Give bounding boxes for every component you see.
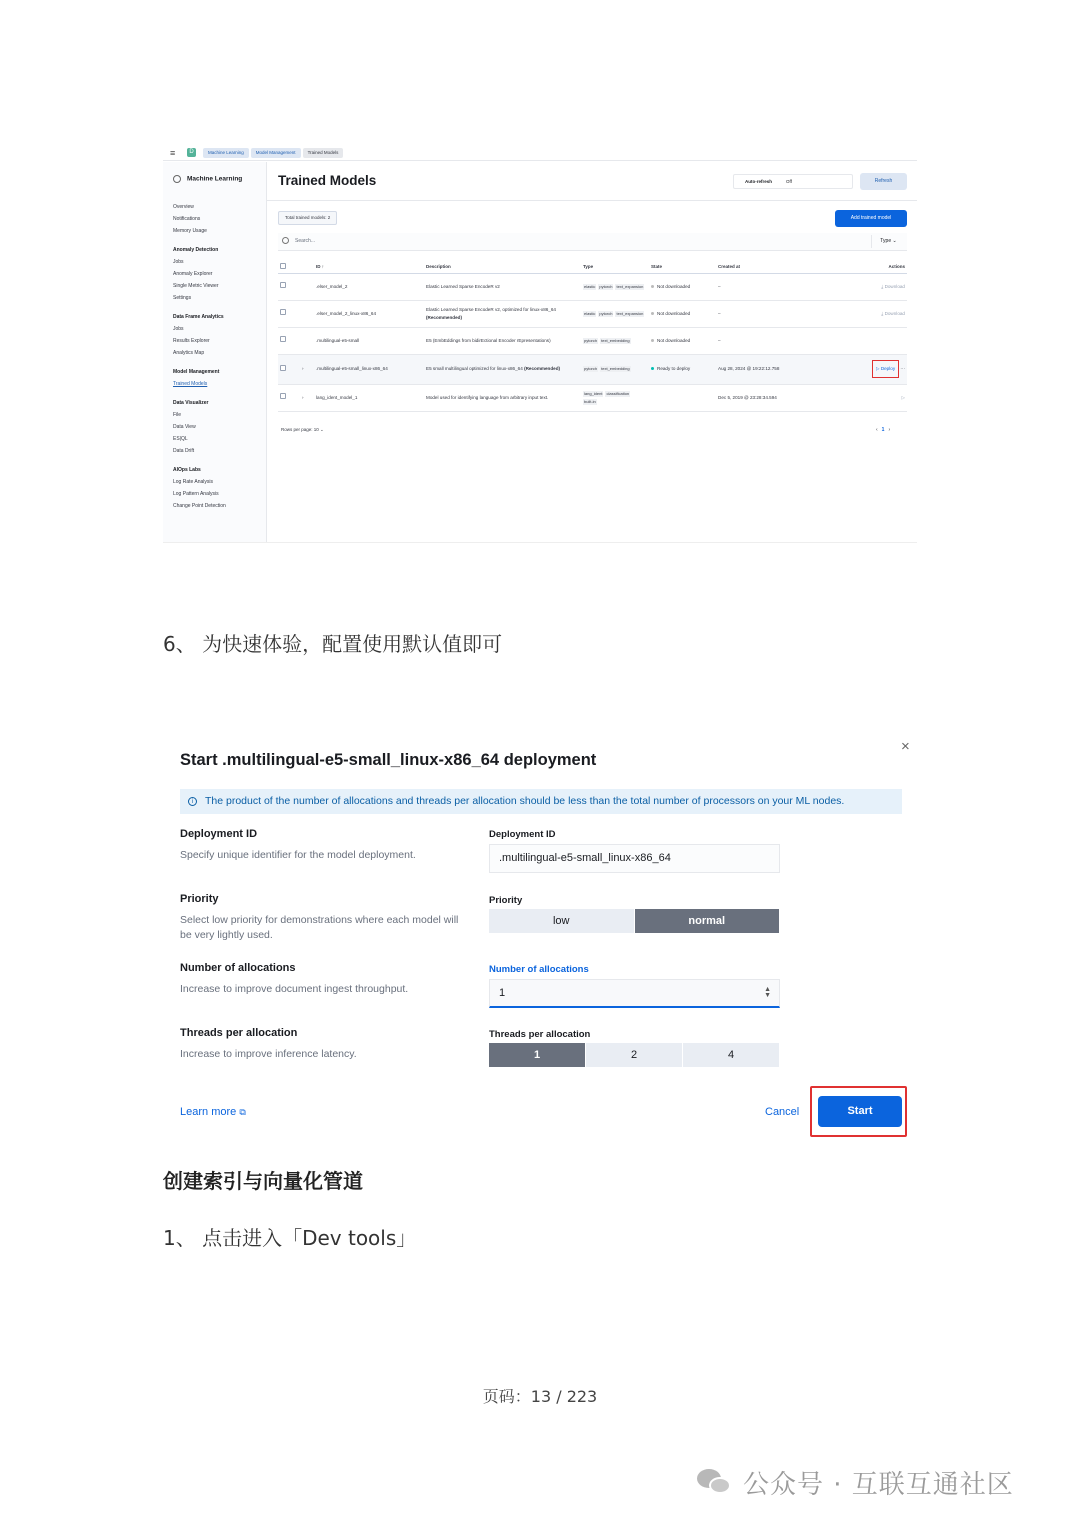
page-number[interactable]: 1: [881, 427, 885, 433]
stepper-arrows-icon[interactable]: ▲ ▼: [764, 986, 771, 999]
sidebar-group-title: Data Visualizer: [173, 400, 209, 406]
priority-heading: Priority: [180, 893, 219, 905]
type-tag: pytorch: [584, 366, 598, 371]
type-tag: text_embedding: [601, 337, 630, 343]
type-tag: text_expansion: [616, 310, 644, 316]
row-checkbox[interactable]: [280, 393, 286, 399]
priority-field-label: Priority: [489, 895, 523, 906]
pagination[interactable]: ‹ 1 ›: [876, 427, 891, 433]
sidebar-item[interactable]: Log Pattern Analysis: [173, 491, 219, 497]
auto-refresh-control[interactable]: [733, 174, 853, 189]
rows-per-page[interactable]: Rows per page: 10 ⌄: [281, 427, 324, 432]
sidebar-item[interactable]: Anomaly Explorer: [173, 271, 213, 277]
step-6-text: 6、 为快速体验，配置使用默认值即可: [163, 632, 503, 656]
model-id: .multilingual-e5-small_linux-x86_64: [314, 354, 424, 384]
divider: [267, 200, 917, 201]
allocations-heading: Number of allocations: [180, 962, 296, 974]
model-state: Not downloaded: [649, 300, 716, 327]
type-tag: classification: [606, 390, 630, 396]
sidebar-item[interactable]: Memory Usage: [173, 228, 207, 234]
model-type: [581, 300, 649, 327]
column-header: State: [649, 261, 716, 273]
section-heading: 创建索引与向量化管道: [163, 1169, 363, 1193]
sidebar-item[interactable]: Jobs: [173, 259, 184, 265]
row-checkbox[interactable]: [280, 282, 286, 288]
sidebar-item[interactable]: Jobs: [173, 326, 184, 332]
download-icon: ⤓: [881, 310, 884, 316]
type-tag: elastic: [584, 310, 596, 316]
row-select: [278, 354, 300, 384]
priority-toggle: [489, 909, 780, 933]
table-row[interactable]: [278, 327, 907, 354]
table-header-row: [278, 261, 907, 273]
state-dot-icon: [651, 312, 654, 315]
row-expand[interactable]: [300, 327, 314, 354]
close-icon[interactable]: ×: [901, 738, 910, 755]
info-callout: i The product of the number of allocations and threads per allocation should be less than the total number of processors on your ML nodes.: [180, 789, 902, 814]
sidebar-group-title: Data Frame Analytics: [173, 314, 224, 320]
model-id: .multilingual-e5-small: [314, 327, 424, 354]
sidebar-item[interactable]: Change Point Detection: [173, 503, 226, 509]
menu-icon[interactable]: ≡: [170, 148, 176, 158]
row-checkbox[interactable]: [280, 336, 286, 342]
download-action[interactable]: ⤓ Download: [881, 310, 905, 316]
external-link-icon: ⧉: [239, 1107, 246, 1117]
model-description: Elastic Learned Sparse EncodeR v2, optimized for linux-x86_64 (Recommended): [424, 300, 581, 327]
breadcrumb-item: Trained Models: [303, 148, 344, 158]
type-filter[interactable]: Type ⌄: [871, 235, 905, 248]
model-description: Elastic Learned Sparse EncodeR v2: [424, 273, 581, 300]
sidebar-item[interactable]: Single Metric Viewer: [173, 283, 219, 289]
ml-icon: [173, 175, 181, 183]
type-tag: pytorch: [599, 310, 613, 316]
model-created: –: [716, 300, 836, 327]
sidebar-item[interactable]: Analytics Map: [173, 350, 205, 356]
allocations-field-label: Number of allocations: [489, 964, 589, 975]
model-type: [581, 354, 649, 384]
trained-models-screenshot: [163, 145, 917, 543]
threads-field-label: Threads per allocation: [489, 1029, 591, 1040]
row-select: [278, 327, 300, 354]
sidebar-item[interactable]: Log Rate Analysis: [173, 479, 214, 485]
sidebar-item[interactable]: Settings: [173, 295, 192, 301]
auto-refresh-value: Off: [786, 179, 792, 184]
top-bar: [163, 145, 917, 161]
row-select: [278, 384, 300, 411]
state-dot-icon: [651, 285, 654, 288]
model-id: lang_ident_model_1: [314, 384, 424, 411]
sidebar-item[interactable]: Notifications: [173, 216, 201, 222]
model-actions: [836, 384, 907, 411]
sidebar-group-title: Model Management: [173, 369, 220, 375]
start-button[interactable]: Start: [818, 1096, 902, 1127]
row-select: [278, 273, 300, 300]
type-tag: lang_ident: [584, 390, 603, 396]
sidebar-group-title: Anomaly Detection: [173, 247, 219, 253]
select-all-checkbox[interactable]: [280, 263, 286, 269]
deployment-id-field-label: Deployment ID: [489, 829, 556, 840]
column-header: Created at: [716, 261, 836, 273]
type-tag: text_expansion: [616, 283, 644, 289]
column-header[interactable]: ID ↑: [314, 261, 424, 273]
sidebar-item[interactable]: ES|QL: [173, 436, 188, 442]
refresh-button[interactable]: Refresh: [860, 173, 907, 190]
model-created: –: [716, 273, 836, 300]
row-expand[interactable]: [300, 354, 314, 384]
download-icon: ⤓: [881, 283, 884, 289]
select-all-header: [278, 261, 300, 273]
test-model-icon[interactable]: ▷: [901, 394, 905, 400]
model-actions: [836, 273, 907, 300]
wechat-icon: [695, 1466, 735, 1498]
table-body: [278, 273, 907, 411]
more-actions-icon[interactable]: ···: [900, 366, 905, 371]
deployment-id-description: Specify unique identifier for the model deployment.: [180, 849, 416, 861]
table-row[interactable]: [278, 384, 907, 411]
breadcrumb-item[interactable]: Model Management: [251, 148, 301, 158]
row-expand[interactable]: [300, 300, 314, 327]
deployment-id-input[interactable]: .multilingual-e5-small_linux-x86_64: [489, 844, 780, 873]
cancel-button[interactable]: Cancel: [765, 1106, 800, 1118]
sidebar-item[interactable]: Data Drift: [173, 448, 195, 454]
play-icon: ▷: [875, 366, 880, 371]
deploy-action[interactable]: ▷ Deploy: [872, 360, 899, 378]
type-tag: pytorch: [599, 283, 613, 289]
row-select: [278, 300, 300, 327]
threads-option-4[interactable]: 4: [683, 1043, 780, 1067]
threads-heading: Threads per allocation: [180, 1027, 298, 1039]
expand-header: [300, 261, 314, 273]
model-created: Dec 5, 2019 @ 23:28:34.594: [716, 384, 836, 411]
auto-refresh-label: Auto-refresh: [745, 179, 773, 184]
chevron-right-icon[interactable]: ›: [302, 366, 304, 371]
total-models-badge: Total trained models: 2: [278, 211, 337, 225]
priority-option-low[interactable]: low: [489, 909, 635, 933]
watermark-text: 公众号 · 互联互通社区: [743, 1469, 1014, 1500]
model-state: Ready to deploy: [649, 354, 716, 384]
page-title: Trained Models: [278, 173, 377, 188]
allocations-value: 1: [499, 987, 506, 999]
column-header: Actions: [836, 261, 907, 273]
sidebar-item[interactable]: File: [173, 412, 182, 418]
sidebar: [163, 162, 267, 543]
watermark: [695, 1462, 1014, 1502]
row-checkbox[interactable]: [280, 365, 286, 371]
model-state: [649, 384, 716, 411]
row-checkbox[interactable]: [280, 309, 286, 315]
model-created: –: [716, 327, 836, 354]
page-number-footer: 页码：13 / 223: [482, 1387, 598, 1406]
model-id: .elser_model_2: [314, 273, 424, 300]
sidebar-item[interactable]: Data View: [173, 424, 196, 430]
table-row[interactable]: [278, 300, 907, 327]
type-tag: built-in: [584, 398, 596, 404]
deployment-dialog: [163, 730, 917, 1145]
model-id: .elser_model_2_linux-x86_64: [314, 300, 424, 327]
model-created: Aug 28, 2024 @ 19:22:12.758: [716, 354, 836, 384]
sidebar-item[interactable]: Trained Models: [173, 381, 208, 387]
table-row[interactable]: [278, 354, 907, 384]
sidebar-item[interactable]: Overview: [173, 204, 194, 210]
type-tag: elastic: [584, 283, 596, 289]
model-description: Model used for identifying language from arbitrary input text.: [424, 384, 581, 411]
search-icon: [282, 237, 289, 244]
step-1-text: 1、 点击进入「Dev tools」: [163, 1226, 417, 1250]
deployment-id-heading: Deployment ID: [180, 828, 258, 840]
app-logo: D: [187, 148, 196, 157]
model-actions: [836, 354, 907, 384]
type-tag: pytorch: [584, 337, 598, 343]
info-icon: i: [188, 797, 197, 806]
model-state: Not downloaded: [649, 273, 716, 300]
column-header: Description: [424, 261, 581, 273]
priority-description: Select low priority for demonstrations where each model will be very lightly used.: [180, 914, 459, 941]
threads-toggle: [489, 1043, 780, 1067]
download-action[interactable]: ⤓ Download: [881, 283, 905, 289]
add-trained-model-button[interactable]: Add trained model: [835, 210, 907, 227]
model-actions: [836, 327, 907, 354]
sidebar-header: Machine Learning: [173, 175, 242, 183]
breadcrumb-item[interactable]: Machine Learning: [203, 148, 249, 158]
sidebar-group-title: AIOps Labs: [173, 467, 201, 473]
type-tag: text_embedding: [601, 366, 630, 371]
threads-option-2[interactable]: 2: [586, 1043, 683, 1067]
column-header: Type: [581, 261, 649, 273]
learn-more-link[interactable]: Learn more ⧉: [180, 1106, 246, 1118]
state-dot-icon: [651, 339, 654, 342]
breadcrumb: [203, 148, 343, 158]
model-description: E5 (EmbEddings from bidirEctional Encoder rEpresentations): [424, 327, 581, 354]
models-table: [278, 261, 907, 412]
allocations-input[interactable]: [489, 979, 780, 1008]
row-expand[interactable]: [300, 273, 314, 300]
model-actions: [836, 300, 907, 327]
search-bar[interactable]: [278, 233, 907, 251]
search-placeholder: Search...: [295, 238, 316, 244]
row-expand[interactable]: [300, 384, 314, 411]
chevron-right-icon[interactable]: ›: [302, 394, 304, 400]
model-type: [581, 327, 649, 354]
threads-description: Increase to improve inference latency.: [180, 1048, 357, 1060]
priority-option-normal[interactable]: normal: [635, 909, 781, 933]
allocations-description: Increase to improve document ingest throughput.: [180, 983, 409, 995]
dialog-title: Start .multilingual-e5-small_linux-x86_64 deployment: [180, 751, 597, 769]
threads-option-1[interactable]: 1: [489, 1043, 586, 1067]
state-dot-icon: [651, 367, 654, 370]
model-description: E5 small multilingual optimized for linux-x86_64 (Recommended): [424, 354, 581, 384]
sidebar-nav: [173, 201, 267, 512]
model-type: [581, 273, 649, 300]
model-type: [581, 384, 649, 411]
sidebar-item[interactable]: Results Explorer: [173, 338, 210, 344]
table-row[interactable]: [278, 273, 907, 300]
model-state: Not downloaded: [649, 327, 716, 354]
